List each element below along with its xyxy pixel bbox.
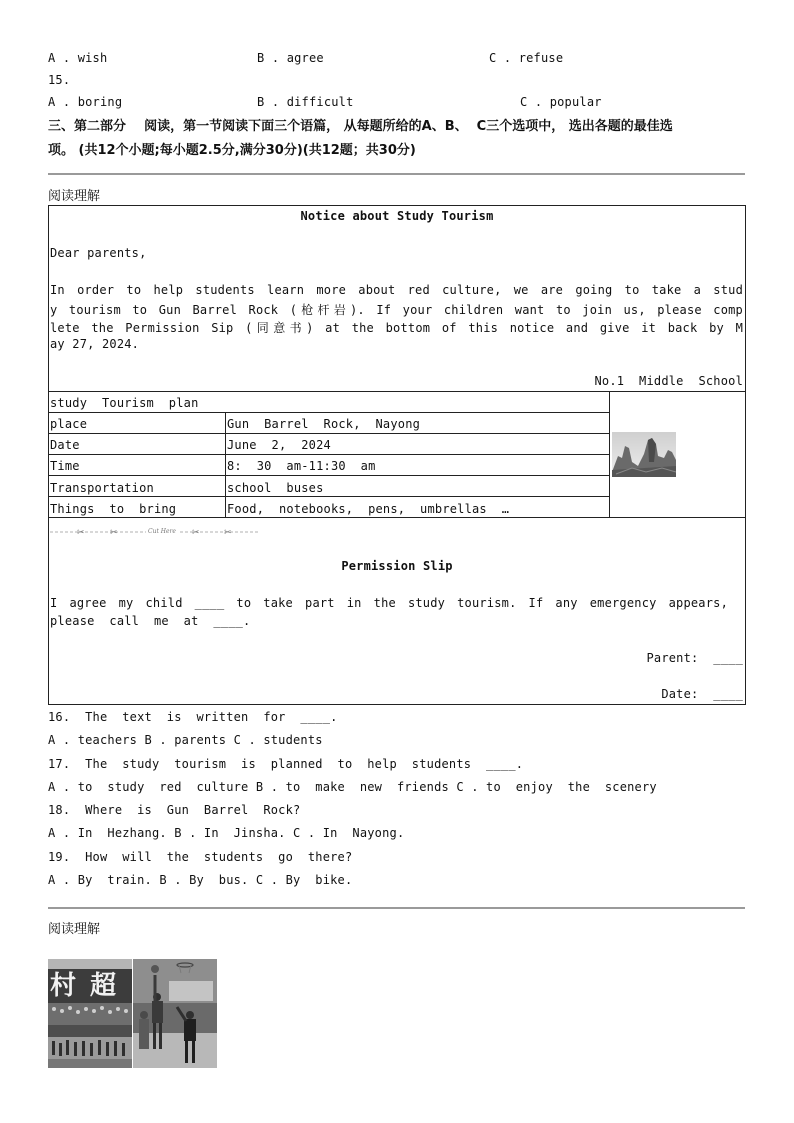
plan-table-bottom-border bbox=[48, 517, 746, 518]
q15-number: 15. bbox=[48, 73, 71, 87]
reading-label: 阅读理解 bbox=[48, 922, 101, 937]
question-options: A . In Hezhang. B . In Jinsha. C . In Nayong. bbox=[48, 826, 405, 840]
svg-text:✂: ✂ bbox=[110, 528, 118, 538]
notice-title: Notice about Study Tourism bbox=[300, 209, 494, 223]
plan-table-column-border bbox=[225, 412, 226, 517]
plan-row-label: Things to bring bbox=[50, 502, 177, 516]
plan-row-value: June 2, 2024 bbox=[227, 438, 331, 452]
plan-table-row-border bbox=[48, 496, 609, 497]
reading-label: 阅读理解 bbox=[48, 189, 101, 204]
permission-slip-line: I agree my child ____ to take part in the study tourism. If any emergency appears, bbox=[50, 596, 728, 610]
date-signature-field: Date: ____ bbox=[661, 687, 743, 701]
permission-slip-title: Permission Slip bbox=[341, 559, 453, 573]
village-super-league-photo bbox=[48, 959, 132, 1068]
plan-table-photo-border bbox=[609, 391, 610, 517]
section3-instructions-line2: 项。 (共12个小题;每小题2.5分,满分30分)(共12题；共30分) bbox=[48, 143, 416, 158]
q14-option-a: A . wish bbox=[48, 51, 108, 65]
svg-text:✂: ✂ bbox=[77, 528, 85, 538]
svg-text:✂: ✂ bbox=[192, 528, 200, 538]
q14-option-b: B . agree bbox=[257, 51, 324, 65]
plan-row-value: 8: 30 am-11:30 am bbox=[227, 459, 376, 473]
parent-signature-field: Parent: ____ bbox=[646, 651, 743, 665]
q15-option-a: A . boring bbox=[48, 95, 123, 109]
permission-slip-line: please call me at ____. bbox=[50, 614, 251, 628]
section-divider bbox=[48, 173, 745, 175]
notice-body-line: In order to help students learn more about red culture, we are going to take a stud bbox=[50, 283, 743, 297]
plan-table-title: study Tourism plan bbox=[50, 396, 199, 410]
plan-row-value: Gun Barrel Rock, Nayong bbox=[227, 417, 421, 431]
q15-option-b: B . difficult bbox=[257, 95, 354, 109]
village-super-sign: 村超 bbox=[49, 971, 130, 1001]
section3-instructions-line1: 三、第二部分 阅读，第一节阅读下面三个语篇， 从每题所给的A、B、 C三个选项中， 选出各题的最佳选 bbox=[48, 119, 673, 134]
section-divider bbox=[48, 907, 745, 909]
plan-row-value: Food, notebooks, pens, umbrellas … bbox=[227, 502, 510, 516]
notice-body-line: ay 27, 2024. bbox=[50, 337, 140, 351]
plan-table-row-border bbox=[48, 433, 609, 434]
question-stem: 18. Where is Gun Barrel Rock? bbox=[48, 803, 301, 817]
question-options: A . teachers B . parents C . students bbox=[48, 733, 323, 747]
question-options: A . to study red culture B . to make new friends C . to enjoy the scenery bbox=[48, 780, 657, 794]
plan-table-row-border bbox=[48, 454, 609, 455]
q14-option-c: C . refuse bbox=[489, 51, 564, 65]
plan-row-value: school buses bbox=[227, 481, 324, 495]
question-options: A . By train. B . By bus. C . By bike. bbox=[48, 873, 353, 887]
notice-greeting: Dear parents, bbox=[50, 246, 147, 260]
svg-text:✂: ✂ bbox=[224, 528, 232, 538]
question-stem: 16. The text is written for ____. bbox=[48, 710, 338, 724]
cut-here-label: Cut Here bbox=[148, 528, 176, 535]
notice-body-line: lete the Permission Sip (同意书) at the bottom of this notice and give it back by M bbox=[50, 321, 743, 335]
plan-table-top-border bbox=[48, 391, 746, 392]
plan-row-label: place bbox=[50, 417, 88, 431]
gun-barrel-rock-photo bbox=[612, 432, 676, 477]
plan-row-label: Time bbox=[50, 459, 80, 473]
village-basketball-photo bbox=[133, 959, 217, 1068]
plan-table-row-border bbox=[48, 412, 609, 413]
notice-signature: No.1 Middle School bbox=[594, 374, 743, 388]
plan-row-label: Transportation bbox=[50, 481, 154, 495]
plan-table-row-border bbox=[48, 475, 609, 476]
notice-body-line: y tourism to Gun Barrel Rock (枪杆岩). If your children want to join us, please comp bbox=[50, 303, 743, 317]
q15-option-c: C . popular bbox=[520, 95, 602, 109]
plan-row-label: Date bbox=[50, 438, 80, 452]
question-stem: 17. The study tourism is planned to help students ____. bbox=[48, 757, 524, 771]
question-stem: 19. How will the students go there? bbox=[48, 850, 353, 864]
